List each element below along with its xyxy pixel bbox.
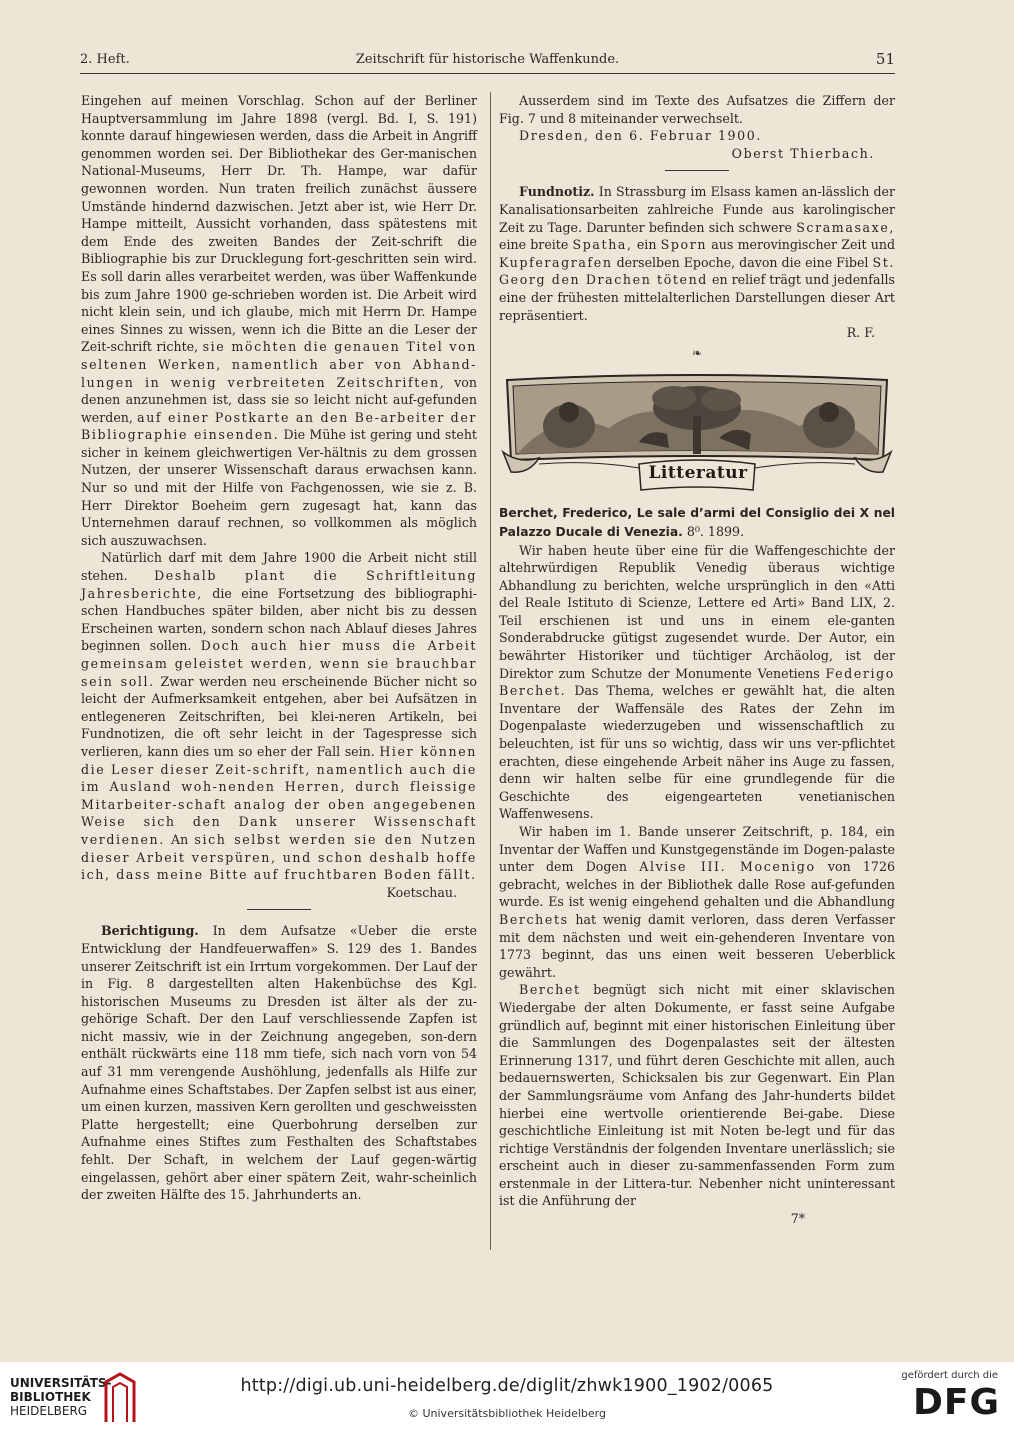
paragraph-review-3: Berchet begnügt sich nicht mit einer sklavischen Wiedergabe der alten Dokumente, er fasst seine Aufgabe gründlich auf, beginnt mit einer historischen Einleitung über die Sammlungen des Dogenpalastes seit der ältesten Erinnerung 1317, und führt deren Geschichte mit allen, auch bedauernswerten, Schicksalen bis zur Gegenwart. Ein Plan der Sammlungsräume vom Anfang des Jahr-hunderts bildet hierbei eine wertvolle orientierende Bei-gabe. Diese geschichtliche Einleitung ist mit Noten be-legt und für das richtige Verständnis der folgenden Inventare unerlässlich; sie erscheint auch in dieser zu-sammenfassenden Form zum erstenmale in der Littera-tur. Nebenher nicht uninteressant ist die Anführung der (499, 982, 896, 1209)
paragraph-fundnotiz: Fundnotiz. In Strassburg im Elsass kamen an-lässlich der Kanalisationsarbeiten zahlreiche Funde aus karolingischer Zeit zu Tage. Darunter befinden sich schwere Scramasaxe, eine breite Spatha, ein Sporn aus merovingischer Zeit und Kupferagrafen derselben Epoche, davon die eine Fibel St. Georg den Drachen tötend en relief trägt und jedenfalls eine der frühesten mittelalterlichen Darstellungen dieser Art repräsentiert. (499, 184, 896, 323)
paragraph-berichtigung: Berichtigung. In dem Aufsatze «Ueber die erste Entwicklung der Handfeuerwaffen» S. 129 des 1. Bandes unserer Zeitschrift ist ein Irrtum vorgekommen. Der Lauf der in Fig. 8 dargestellten alten Hakenbüchse des Kgl. historischen Museums zu Dresden ist älter als der zu-gehörige Schaft. Der den Lauf verschliessende Zapfen ist nicht massiv, wie in der Zeichnung angegeben, son-dern enthält rückwärts eine 118 mm tiefe, sich nach vorn von 54 auf 31 mm verengende Aushöhlung, jedenfalls als Hilfe zur Aufnahme eines Schaftstabes. Der Zapfen selbst ist aus einer, um einen kurzen, massiven Kern gerollten und geschweissten Platte hergestellt; eine Querbohrung derselben zur Aufnahme eines Stiftes zum Festhalten des Schaftstabes fehlt. Der Schaft, in welchem der Lauf gegen-wärtig eingelassen, gehört aber einer spätern Zeit, wahr-scheinlich der zweiten Hälfte des 15. Jahrhunderts an. (81, 923, 477, 1203)
litteratur-title: Litteratur (648, 463, 748, 484)
header-issue: 2. Heft. (80, 52, 130, 67)
ub-logo-line1: UNIVERSITÄTS- (10, 1376, 112, 1390)
signature-koetschau: Koetschau. (386, 884, 457, 900)
header-page-number: 51 (875, 50, 895, 68)
header-journal-title: Zeitschrift für historische Waffenkunde. (355, 52, 620, 67)
paragraph-ziffern: Ausserdem sind im Texte des Aufsatzes die Ziffern der Fig. 7 und 8 miteinander verwechselt. (499, 93, 895, 126)
place-date: Dresden, den 6. Februar 1900. (519, 128, 762, 144)
litteratur-banner (499, 368, 895, 498)
digitization-footer (0, 1362, 1014, 1433)
signature-rf: R. F. (846, 325, 875, 341)
section-separator (665, 170, 729, 171)
paragraph-bibliography: Eingehen auf meinen Vorschlag. Schon auf der Berliner Hauptversammlung im Jahre 1898 (vergl. Bd. I, S. 191) konnte darauf hingewiesen werden, dass die Arbeit in Angriff genommen worden sei. Der Bibliothekar des Ger-manischen National-Museums, Herr Dr. Th. Hampe, war dafür gewonnen worden. Nun traten freilich zunächst äussere Umstände hindernd dazwischen. Jetzt aber ist, wie Herr Dr. Hampe mitteilt, Aussicht vorhanden, dass spätestens mit dem Ende des zweiten Bandes der Zeit-schrift die Bibliographie bis zur Drucklegung fort-geschritten sein wird. Es soll darin alles verarbeitet werden, was über Waffenkunde bis zum Jahre 1900 ge-schrieben worden ist. Die Arbeit wird nicht klein sein, und ich glaube, mich mit Herrn Dr. Hampe eines Sinnes zu wissen, wenn ich die Bitte an die Leser der Zeit-schrift richte, sie möchten die genauen Titel von seltenen Werken, namentlich aber von Abhand-lungen in wenig verbreiteten Zeitschriften, von denen anzunehmen ist, dass sie so leicht nicht auf-gefunden werden, auf einer Postkarte an den Be-arbeiter der Bibliographie einsenden. Die Mühe ist gering und steht sicher in keinem gleichwertigen Ver-hältnis zu dem grossen Nutzen, der unserer Wissenschaft daraus erwachsen kann. Nur so und mit der Hilfe von Fachgenossen, wie sie z. B. Herr Direktor Boeheim gern zugesagt hat, kann das Unternehmen darauf rechnen, so vollkommen als möglich sich auszuwachsen. (81, 93, 477, 548)
left-column (81, 92, 477, 1204)
permalink-url[interactable]: http://digi.ub.uni-heidelberg.de/diglit/zhwk1900_1902/0065 (240, 1376, 774, 1396)
ub-logo-line3: HEIDELBERG (10, 1404, 88, 1418)
paragraph-review-1: Wir haben heute über eine für die Waffengeschichte der altehrwürdigen Republik Venedig überaus wichtige Abhandlung zu berichten, welche ursprünglich in den «Atti del Reale Istituto di Scienze, Lettere ed Arti» Band LIX, 2. Teil erschienen ist und uns in einem ele-ganten Sonderabdrucke gütigst zugesendet wurde. Der Autor, ein bewährter Historiker und tüchtiger Archäolog, ist der Direktor zum Schutze der Monumente Venetiens Federigo Berchet. Das Thema, welches er gewählt hat, die alten Inventare der Waffensäle des Rates der Zehn im Dogenpalaste wiederzugeben und wissenschaftlich zu beleuchten, ist für uns so wichtig, dass wir uns ver-pflichtet erachten, diese eingehende Arbeit näher ins Auge zu fassen, denn wir halten selbe für eine grundlegende für die Geschichte des eigengearteten venetianischen Waffenwesens. (499, 542, 895, 822)
column-divider (490, 92, 491, 1250)
signature-thierbach: Oberst Thierbach. (731, 145, 875, 161)
book-title-line: Berchet, Frederico, Le sale d’armi del Consiglio dei X nel Palazzo Ducale di Venezia. 8⁰. 1899. (499, 506, 895, 539)
signature-mark: 7* (790, 1211, 805, 1227)
copyright-notice: © Universitätsbibliothek Heidelberg (407, 1407, 606, 1420)
dfg-funding-label: gefördert durch die (901, 1370, 998, 1381)
fleuron-ornament: ❧ (691, 345, 703, 360)
dfg-logo[interactable]: DFG (912, 1382, 1000, 1423)
running-header (80, 50, 895, 72)
paragraph-jahresberichte: Natürlich darf mit dem Jahre 1900 die Arbeit nicht still stehen. Deshalb plant die Schriftleitung Jahresberichte, die eine Fortsetzung des bibliographi-schen Handbuches später bilden, aber nicht bis zu dessen Erscheinen warten, sondern schon nach Ablauf dieses Jahres beginnen sollen. Doch auch hier muss die Arbeit gemeinsam geleistet werden, wenn sie brauchbar sein soll. Zwar werden neu erscheinende Bücher nicht so leicht der Aufmerksamkeit entgehen, aber bei Aufsätzen in entlegeneren Zeitschriften, bei klei-neren Artikeln, bei Fundnotizen, die oft sehr leicht in der Tagespresse sich verlieren, kann dies um so eher der Fall sein. Hier können die Leser dieser Zeit-schrift, namentlich auch die im Ausland woh-nenden Herren, durch fleissige Mitarbeiter-schaft analog der oben angegebenen Weise sich den Dank unserer Wissenschaft verdienen. An sich selbst werden sie den Nutzen dieser Arbeit verspüren, und schon deshalb hoffe ich, dass meine Bitte auf fruchtbaren Boden fällt. (81, 550, 478, 883)
paragraph-review-2: Wir haben im 1. Bande unserer Zeitschrift, p. 184, ein Inventar der Waffen und Kunstgegenstände im Dogen-palaste unter dem Dogen Alvise III. Mocenigo von 1726 gebracht, welches in der Bibliothek dalle Rose auf-gefunden wurde. Es ist wenig eingehend gehalten und die Abhandlung Berchets hat wenig damit verloren, dass deren Verfasser mit dem nächsten und weit ein-gehenderen Inventare von 1773 beginnt, das uns einen weit besseren Ueberblick gewährt. (499, 824, 895, 980)
section-separator (247, 909, 311, 910)
ub-logo-line2: BIBLIOTHEK (10, 1390, 91, 1404)
header-rule (80, 73, 895, 74)
right-column (499, 92, 895, 1228)
